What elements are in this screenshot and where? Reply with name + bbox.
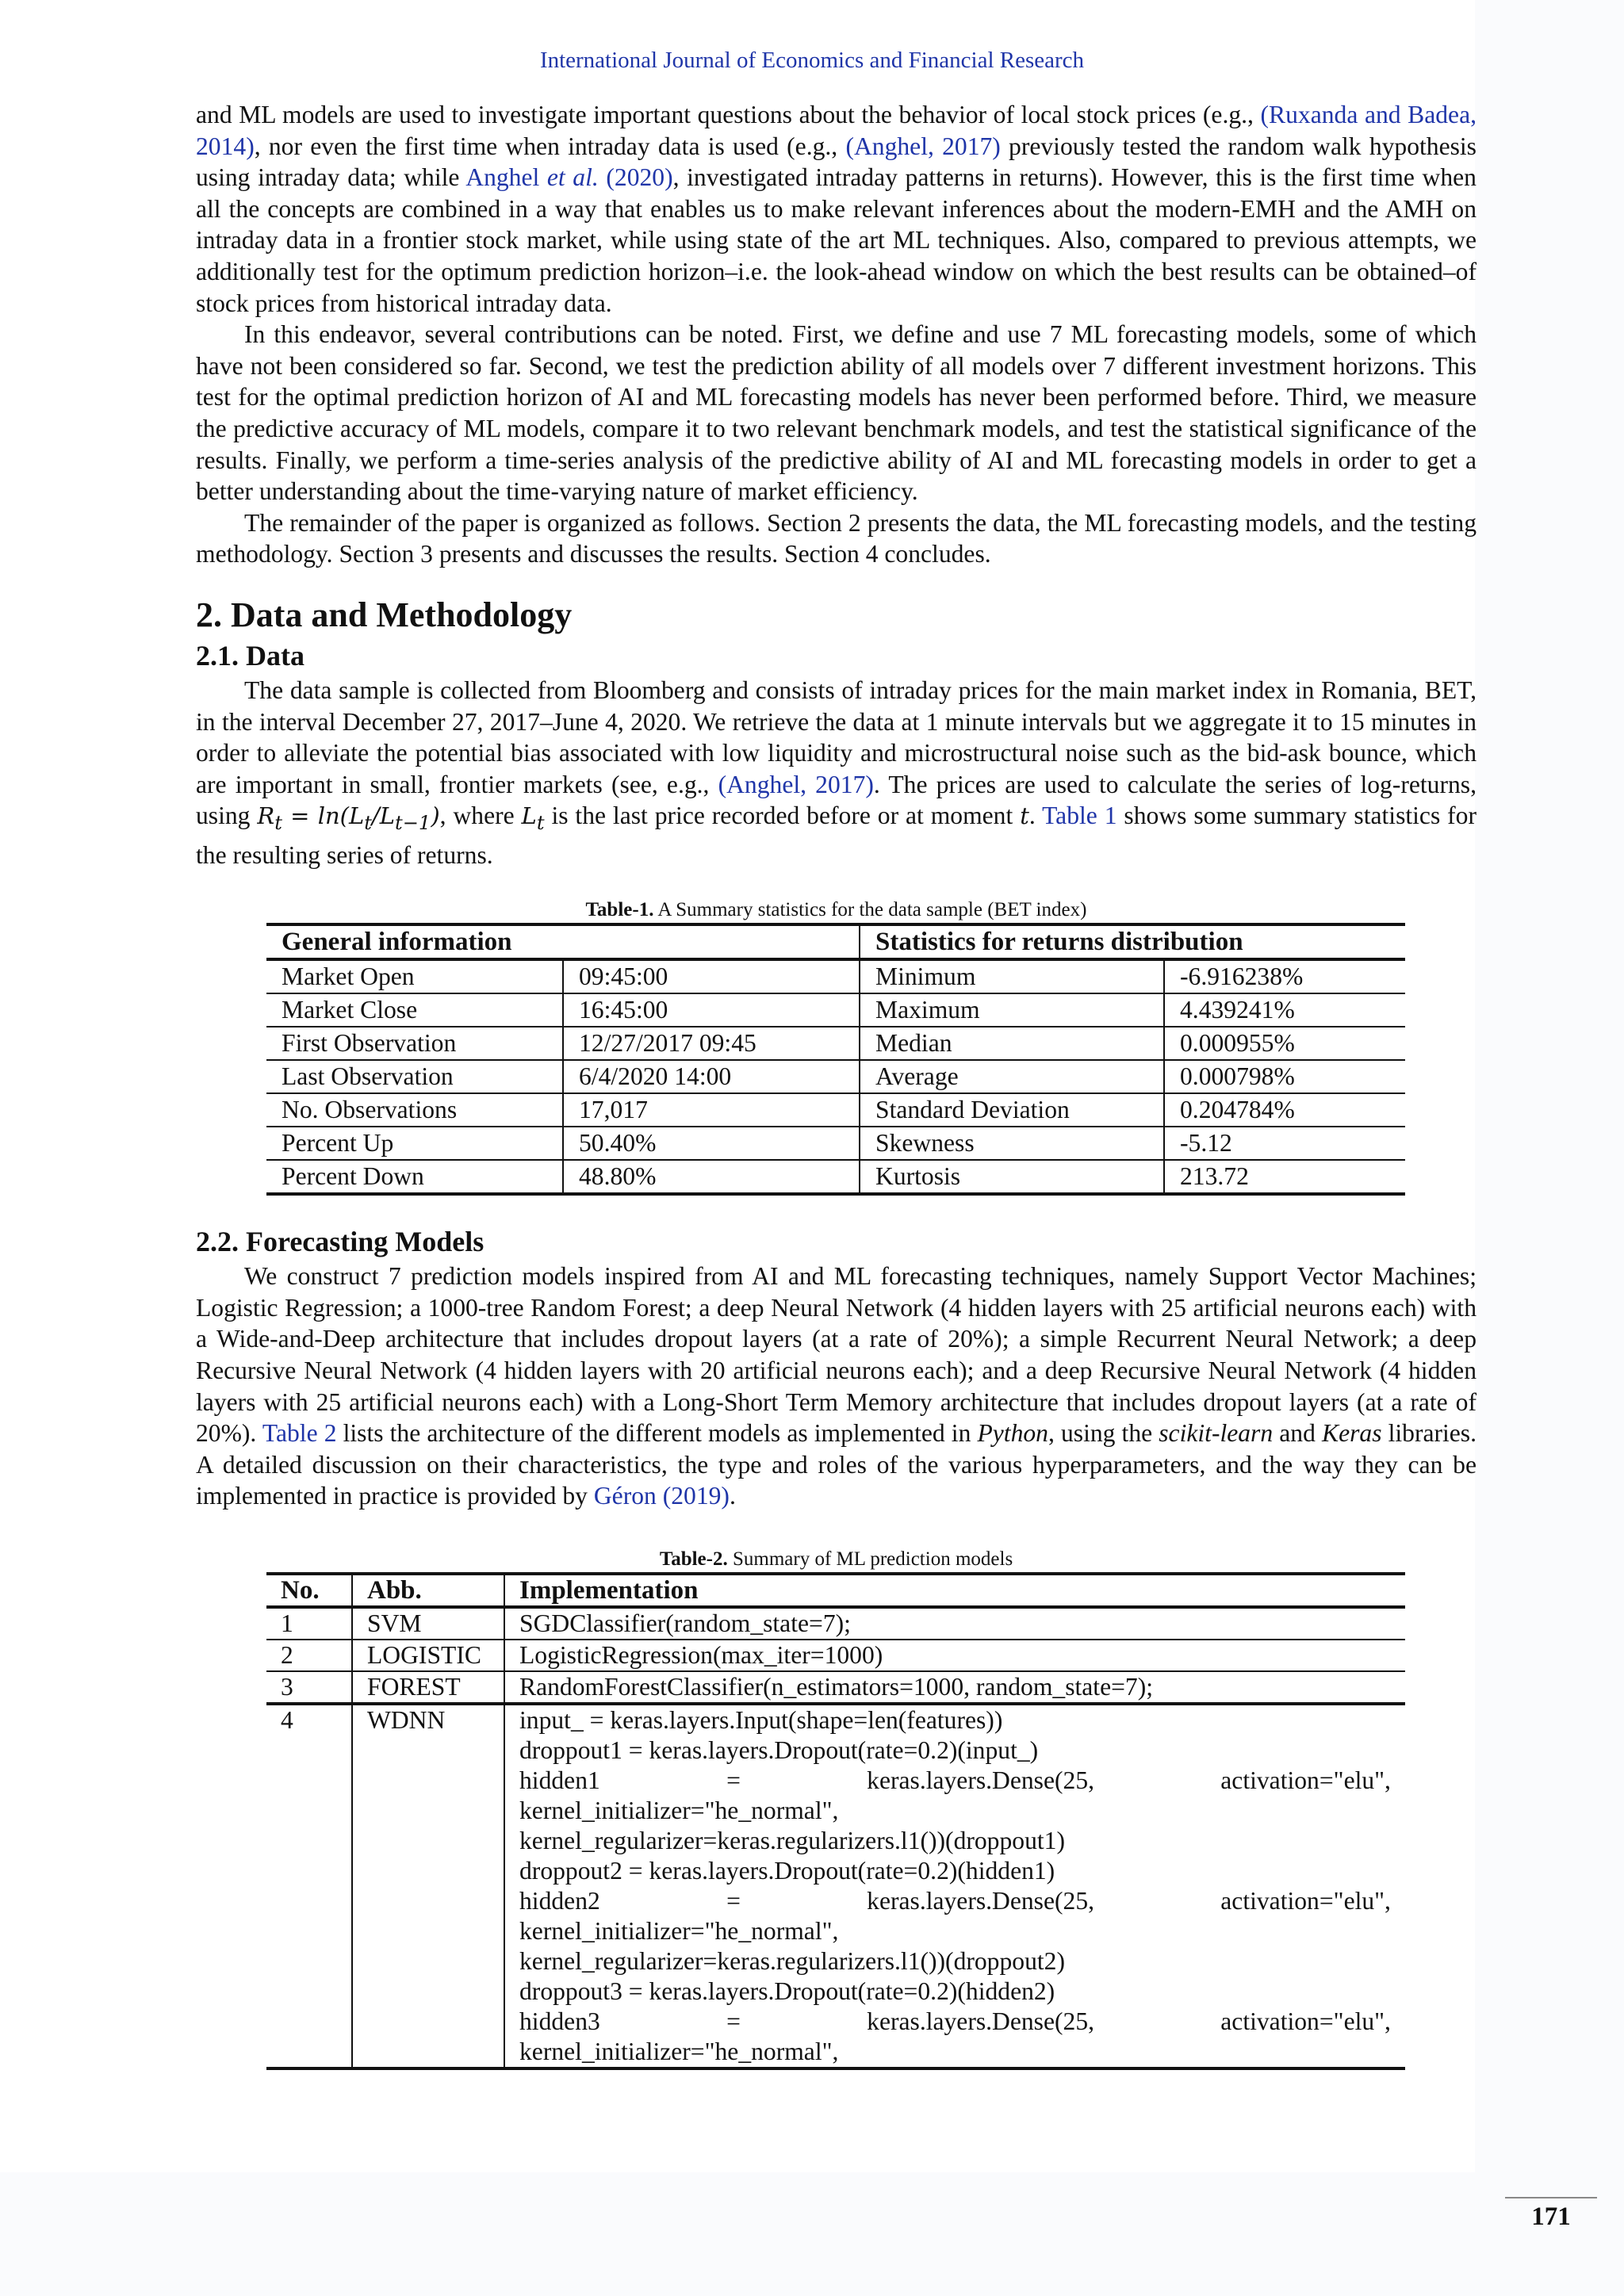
code-line: kernel_initializer="he_normal", xyxy=(519,2038,839,2066)
ml-models-table xyxy=(266,1572,1405,2070)
table-cell: Standard Deviation xyxy=(860,1093,1164,1127)
price-variable: $L_t$ xyxy=(521,802,545,835)
right-margin-shade xyxy=(1475,0,1624,2296)
subsection-heading-data: 2.1. Data xyxy=(196,639,304,672)
table-cell: 09:45:00 xyxy=(563,959,860,993)
code-line: kernel_initializer="he_normal", xyxy=(519,1797,839,1825)
table-cell: SVM xyxy=(352,1607,504,1640)
table-cell: Market Open xyxy=(266,959,563,993)
code-line: hidden3 = keras.layers.Dense(25, activation="elu", xyxy=(519,2007,1391,2036)
code-line: input_ = keras.layers.Input(shape=len(features)) xyxy=(519,1706,1003,1735)
table-cell: Percent Down xyxy=(266,1160,563,1194)
table-cell: 3 xyxy=(266,1671,352,1704)
section-heading: 2. Data and Methodology xyxy=(196,595,573,634)
table-cell: -6.916238% xyxy=(1164,959,1405,993)
table-cell: LOGISTIC xyxy=(352,1640,504,1671)
code-line: hidden2 = keras.layers.Dense(25, activation="elu", xyxy=(519,1887,1391,1915)
table-cell: 12/27/2017 09:45 xyxy=(563,1027,860,1060)
table-row xyxy=(266,1640,1405,1671)
table-cell: 6/4/2020 14:00 xyxy=(563,1060,860,1093)
table-cell: Median xyxy=(860,1027,1164,1060)
table-row xyxy=(266,1060,1405,1093)
table-cell: 50.40% xyxy=(563,1127,860,1160)
table-cell: 1 xyxy=(266,1607,352,1640)
table-cell: Average xyxy=(860,1060,1164,1093)
article-body xyxy=(196,99,1477,2070)
table-cell: Last Observation xyxy=(266,1060,563,1093)
table-cell: Market Close xyxy=(266,993,563,1027)
table-cell: 2 xyxy=(266,1640,352,1671)
table-cell: First Observation xyxy=(266,1027,563,1060)
page-number-rule xyxy=(1505,2197,1597,2198)
intro-paragraph-2: In this endeavor, several contributions can be noted. First, we define and use 7 ML forecasting models, some of which have not been considered so far. Second, we test the prediction ability of all models over 7 different investment horizons. This test for the optimal prediction horizon of AI and ML forecasting models has never been performed before. Third, we measure the predictive accuracy of ML models, compare it to two relevant benchmark models, and test the statistical significance of the results. Finally, we perform a time-series analysis of the predictive ability of AI and ML forecasting models in order to get a better understanding about the time-varying nature of market efficiency. xyxy=(196,320,1477,506)
table-cell: 4.439241% xyxy=(1164,993,1405,1027)
table-row xyxy=(266,1127,1405,1160)
table-cell: FOREST xyxy=(352,1671,504,1704)
code-line: droppout2 = keras.layers.Dropout(rate=0.2)(hidden1) xyxy=(519,1857,1055,1885)
table-cell: Maximum xyxy=(860,993,1164,1027)
table-cell: 0.000955% xyxy=(1164,1027,1405,1060)
models-paragraph: We construct 7 prediction models inspired from AI and ML forecasting techniques, namely Support Vector Machines; Logistic Regression; a 1000-tree Random Forest; a deep Neural Network (4 hidden layers with 25 artificial neurons each) with a Wide-and-Deep architecture that includes dropout layers (at a rate of 20%); a simple Recurrent Neural Network; a deep Recursive Neural Network (4 hidden layers with 20 artificial neurons each); and a deep Recursive Neural Network (4 hidden layers with 25 artificial neurons each) with a Long-Short Term Memory architecture that includes dropout layers (at a rate of 20%). Table 2 lists the architecture of the different models as implemented in Python, using the scikit-learn and Keras libraries. A detailed discussion on their characteristics, the type and roles of the various hyperparameters, and the way they can be implemented in practice is provided by Géron (2019). xyxy=(196,1262,1477,1510)
table-row xyxy=(266,1160,1405,1194)
intro-paragraph-1: and ML models are used to investigate important questions about the behavior of local stock prices (e.g., (Ruxanda and Badea, 2014), nor even the first time when intraday data is used (e.g., (Anghel, 2017) previously tested the random walk hypothesis using intraday data; while Anghel et al. (2020), investigated intraday patterns in returns). However, this is the first time when all the concepts are combined in a way that enables us to make relevant inferences about the modern-EMH and the AMH on intraday data in a frontier stock market, while using state of the art ML techniques. Also, compared to previous attempts, we additionally test for the optimum prediction horizon–i.e. the look-ahead window on which the best results can be obtained–of stock prices from historical intraday data. xyxy=(196,101,1477,317)
bottom-margin-shade xyxy=(0,2172,1624,2296)
table-header: No. xyxy=(266,1574,352,1607)
log-return-formula: $R_t = \ln(L_t/L_{t-1})$ xyxy=(257,802,440,835)
journal-header: International Journal of Economics and Financial Research xyxy=(539,48,1085,73)
table-cell: 0.000798% xyxy=(1164,1060,1405,1093)
table-row xyxy=(266,1671,1405,1704)
table-row xyxy=(266,959,1405,993)
code-line: kernel_initializer="he_normal", xyxy=(519,1917,839,1946)
table-row xyxy=(266,1093,1405,1127)
table-cell: Minimum xyxy=(860,959,1164,993)
table-cell: Skewness xyxy=(860,1127,1164,1160)
table-cell: SGDClassifier(random_state=7); xyxy=(504,1607,1405,1640)
table-header: Abb. xyxy=(352,1574,504,1607)
table-cell: 16:45:00 xyxy=(563,993,860,1027)
table-cell: Percent Up xyxy=(266,1127,563,1160)
table-row: 4 WDNN input_ = keras.layers.Input(shape=len(features)) droppout1 = keras.layers.Dropout(rate=0.2)(input_) hidden1 = keras.layers.Dense(25, activation="elu", kernel_initializer="he_normal", kernel_regularizer=keras.regularizers.l1())(droppout1) droppout2 = keras.layers.Dropout(rate=0.2)(hidden1) hidden2 = keras.layers.Dense(25, activation="elu", kernel_initializer="he_normal", kernel_regularizer=keras.regularizers.l1())(droppout2) droppout3 = keras.layers.Dropout(rate=0.2)(hidden2) hidden3 = keras.layers.Dense(25, activation="elu", kernel_initializer="he_normal", xyxy=(266,1704,1405,2068)
table-cell: -5.12 xyxy=(1164,1127,1405,1160)
citation-link[interactable]: (Anghel, 2017) xyxy=(718,770,874,798)
table-row xyxy=(266,993,1405,1027)
table-2-link[interactable]: Table 2 xyxy=(262,1419,337,1448)
citation-link[interactable]: (Ruxanda and Badea, 2014) xyxy=(196,101,1477,160)
code-line: droppout3 = keras.layers.Dropout(rate=0.2)(hidden2) xyxy=(519,1977,1055,2006)
subsection-heading-models: 2.2. Forecasting Models xyxy=(196,1226,485,1258)
table-row xyxy=(266,1607,1405,1640)
table-row xyxy=(266,1027,1405,1060)
code-line: kernel_regularizer=keras.regularizers.l1())(droppout2) xyxy=(519,1947,1065,1976)
code-line: kernel_regularizer=keras.regularizers.l1())(droppout1) xyxy=(519,1827,1065,1855)
intro-paragraph-3: The remainder of the paper is organized as follows. Section 2 presents the data, the ML forecasting models, and the testing methodology. Section 3 presents and discusses the results. Section 4 concludes. xyxy=(196,508,1477,568)
table-2-caption: Table-2. Summary of ML prediction models xyxy=(659,1548,1013,1571)
table-cell: 48.80% xyxy=(563,1160,860,1194)
citation-link[interactable]: (Anghel, 2017) xyxy=(845,132,1001,160)
table-1-caption: Table-1. A Summary statistics for the data sample (BET index) xyxy=(585,899,1087,921)
time-variable: t xyxy=(1020,802,1029,830)
table-header: Implementation xyxy=(504,1574,1405,1607)
citation-link[interactable]: Géron (2019) xyxy=(593,1482,730,1510)
data-paragraph: The data sample is collected from Bloomberg and consists of intraday prices for the main market index in Romania, BET, in the interval December 27, 2017–June 4, 2020. We retrieve the data at 1 minute intervals but we aggregate it to 15 minutes in order to alleviate the potential bias associated with low liquidity and microstructural noise such as the bid-ask bounce, which are important in small, frontier markets (see, e.g., (Anghel, 2017). The prices are used to calculate the series of log-returns, using $R_t = \ln(L_t/L_{t-1})$, where $L_t$ is the last price recorded before or at moment t. Table 1 shows some summary statistics for the resulting series of returns. xyxy=(196,675,1477,869)
summary-statistics-table xyxy=(266,923,1405,1196)
table-header: General information xyxy=(266,924,860,959)
table-cell: 213.72 xyxy=(1164,1160,1405,1194)
table-cell: RandomForestClassifier(n_estimators=1000, random_state=7); xyxy=(504,1671,1405,1704)
table-cell: No. Observations xyxy=(266,1093,563,1127)
citation-link[interactable]: Anghel et al. (2020) xyxy=(465,163,673,192)
table-cell: 0.204784% xyxy=(1164,1093,1405,1127)
wdnn-implementation-code xyxy=(504,1704,1405,2068)
table-header: Statistics for returns distribution xyxy=(860,924,1405,959)
table-1-link[interactable]: Table 1 xyxy=(1042,802,1117,830)
table-cell: LogisticRegression(max_iter=1000) xyxy=(504,1640,1405,1671)
table-cell: Kurtosis xyxy=(860,1160,1164,1194)
table-cell: 17,017 xyxy=(563,1093,860,1127)
code-line: droppout1 = keras.layers.Dropout(rate=0.2)(input_) xyxy=(519,1736,1039,1765)
code-line: hidden1 = keras.layers.Dense(25, activation="elu", xyxy=(519,1766,1391,1795)
page-number: 171 xyxy=(1531,2202,1571,2231)
